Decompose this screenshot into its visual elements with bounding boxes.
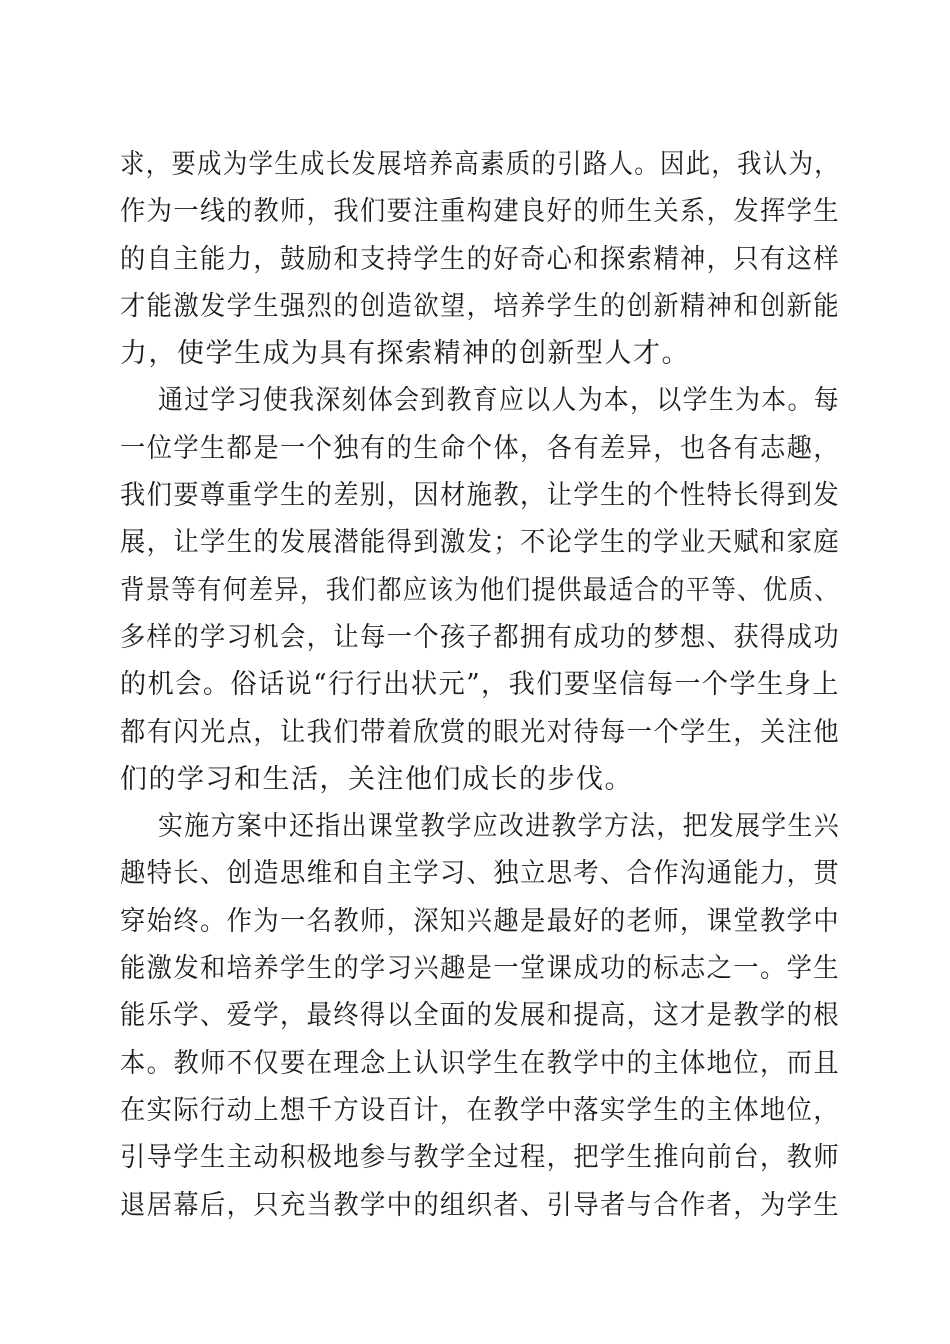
text-line: 作为一线的教师，我们要注重构建良好的师生关系，发挥学生: [120, 196, 840, 228]
text-line: 的自主能力，鼓励和支持学生的好奇心和探索精神，只有这样: [120, 243, 840, 275]
text-line: 们的学习和生活，关注他们成长的步伐。: [120, 763, 633, 795]
text-line: 能乐学、爱学，最终得以全面的发展和提高，这才是教学的根: [120, 1000, 840, 1032]
text-line: 力，使学生成为具有探索精神的创新型人才。: [120, 338, 690, 370]
text-line: 引导学生主动积极地参与教学全过程，把学生推向前台，教师: [120, 1142, 840, 1174]
text-line: 才能激发学生强烈的创造欲望，培养学生的创新精神和创新能: [120, 290, 840, 322]
text-line: 多样的学习机会，让每一个孩子都拥有成功的梦想、获得成功: [120, 621, 840, 653]
paragraph-first-line: 实施方案中还指出课堂教学应改进教学方法，把发展学生兴: [158, 811, 840, 843]
text-line: 的机会。俗话说“行行出状元”，我们要坚信每一个学生身上: [120, 669, 840, 701]
text-line: 退居幕后，只充当教学中的组织者、引导者与合作者，为学生: [120, 1189, 840, 1221]
text-line: 一位学生都是一个独有的生命个体，各有差异，也各有志趣，: [120, 432, 840, 464]
text-line: 求，要成为学生成长发展培养高素质的引路人。因此，我认为，: [120, 149, 840, 180]
text-line: 背景等有何差异，我们都应该为他们提供最适合的平等、优质、: [120, 574, 840, 606]
body-text: [120, 141, 840, 1229]
text-line: 都有闪光点，让我们带着欣赏的眼光对待每一个学生，关注他: [120, 716, 840, 748]
text-line: 我们要尊重学生的差别，因材施教，让学生的个性特长得到发: [120, 480, 840, 512]
text-line: 穿始终。作为一名教师，深知兴趣是最好的老师，课堂教学中: [120, 905, 840, 937]
text-line: 在实际行动上想千方设百计，在教学中落实学生的主体地位，: [120, 1094, 840, 1126]
text-line: 展，让学生的发展潜能得到激发；不论学生的学业天赋和家庭: [120, 527, 840, 559]
text-line: 本。教师不仅要在理念上认识学生在教学中的主体地位，而且: [120, 1047, 840, 1079]
paragraph-first-line: 通过学习使我深刻体会到教育应以人为本，以学生为本。每: [158, 385, 840, 417]
text-line: 能激发和培养学生的学习兴趣是一堂课成功的标志之一。学生: [120, 953, 840, 985]
text-line: 趣特长、创造思维和自主学习、独立思考、合作沟通能力，贯: [120, 858, 840, 890]
